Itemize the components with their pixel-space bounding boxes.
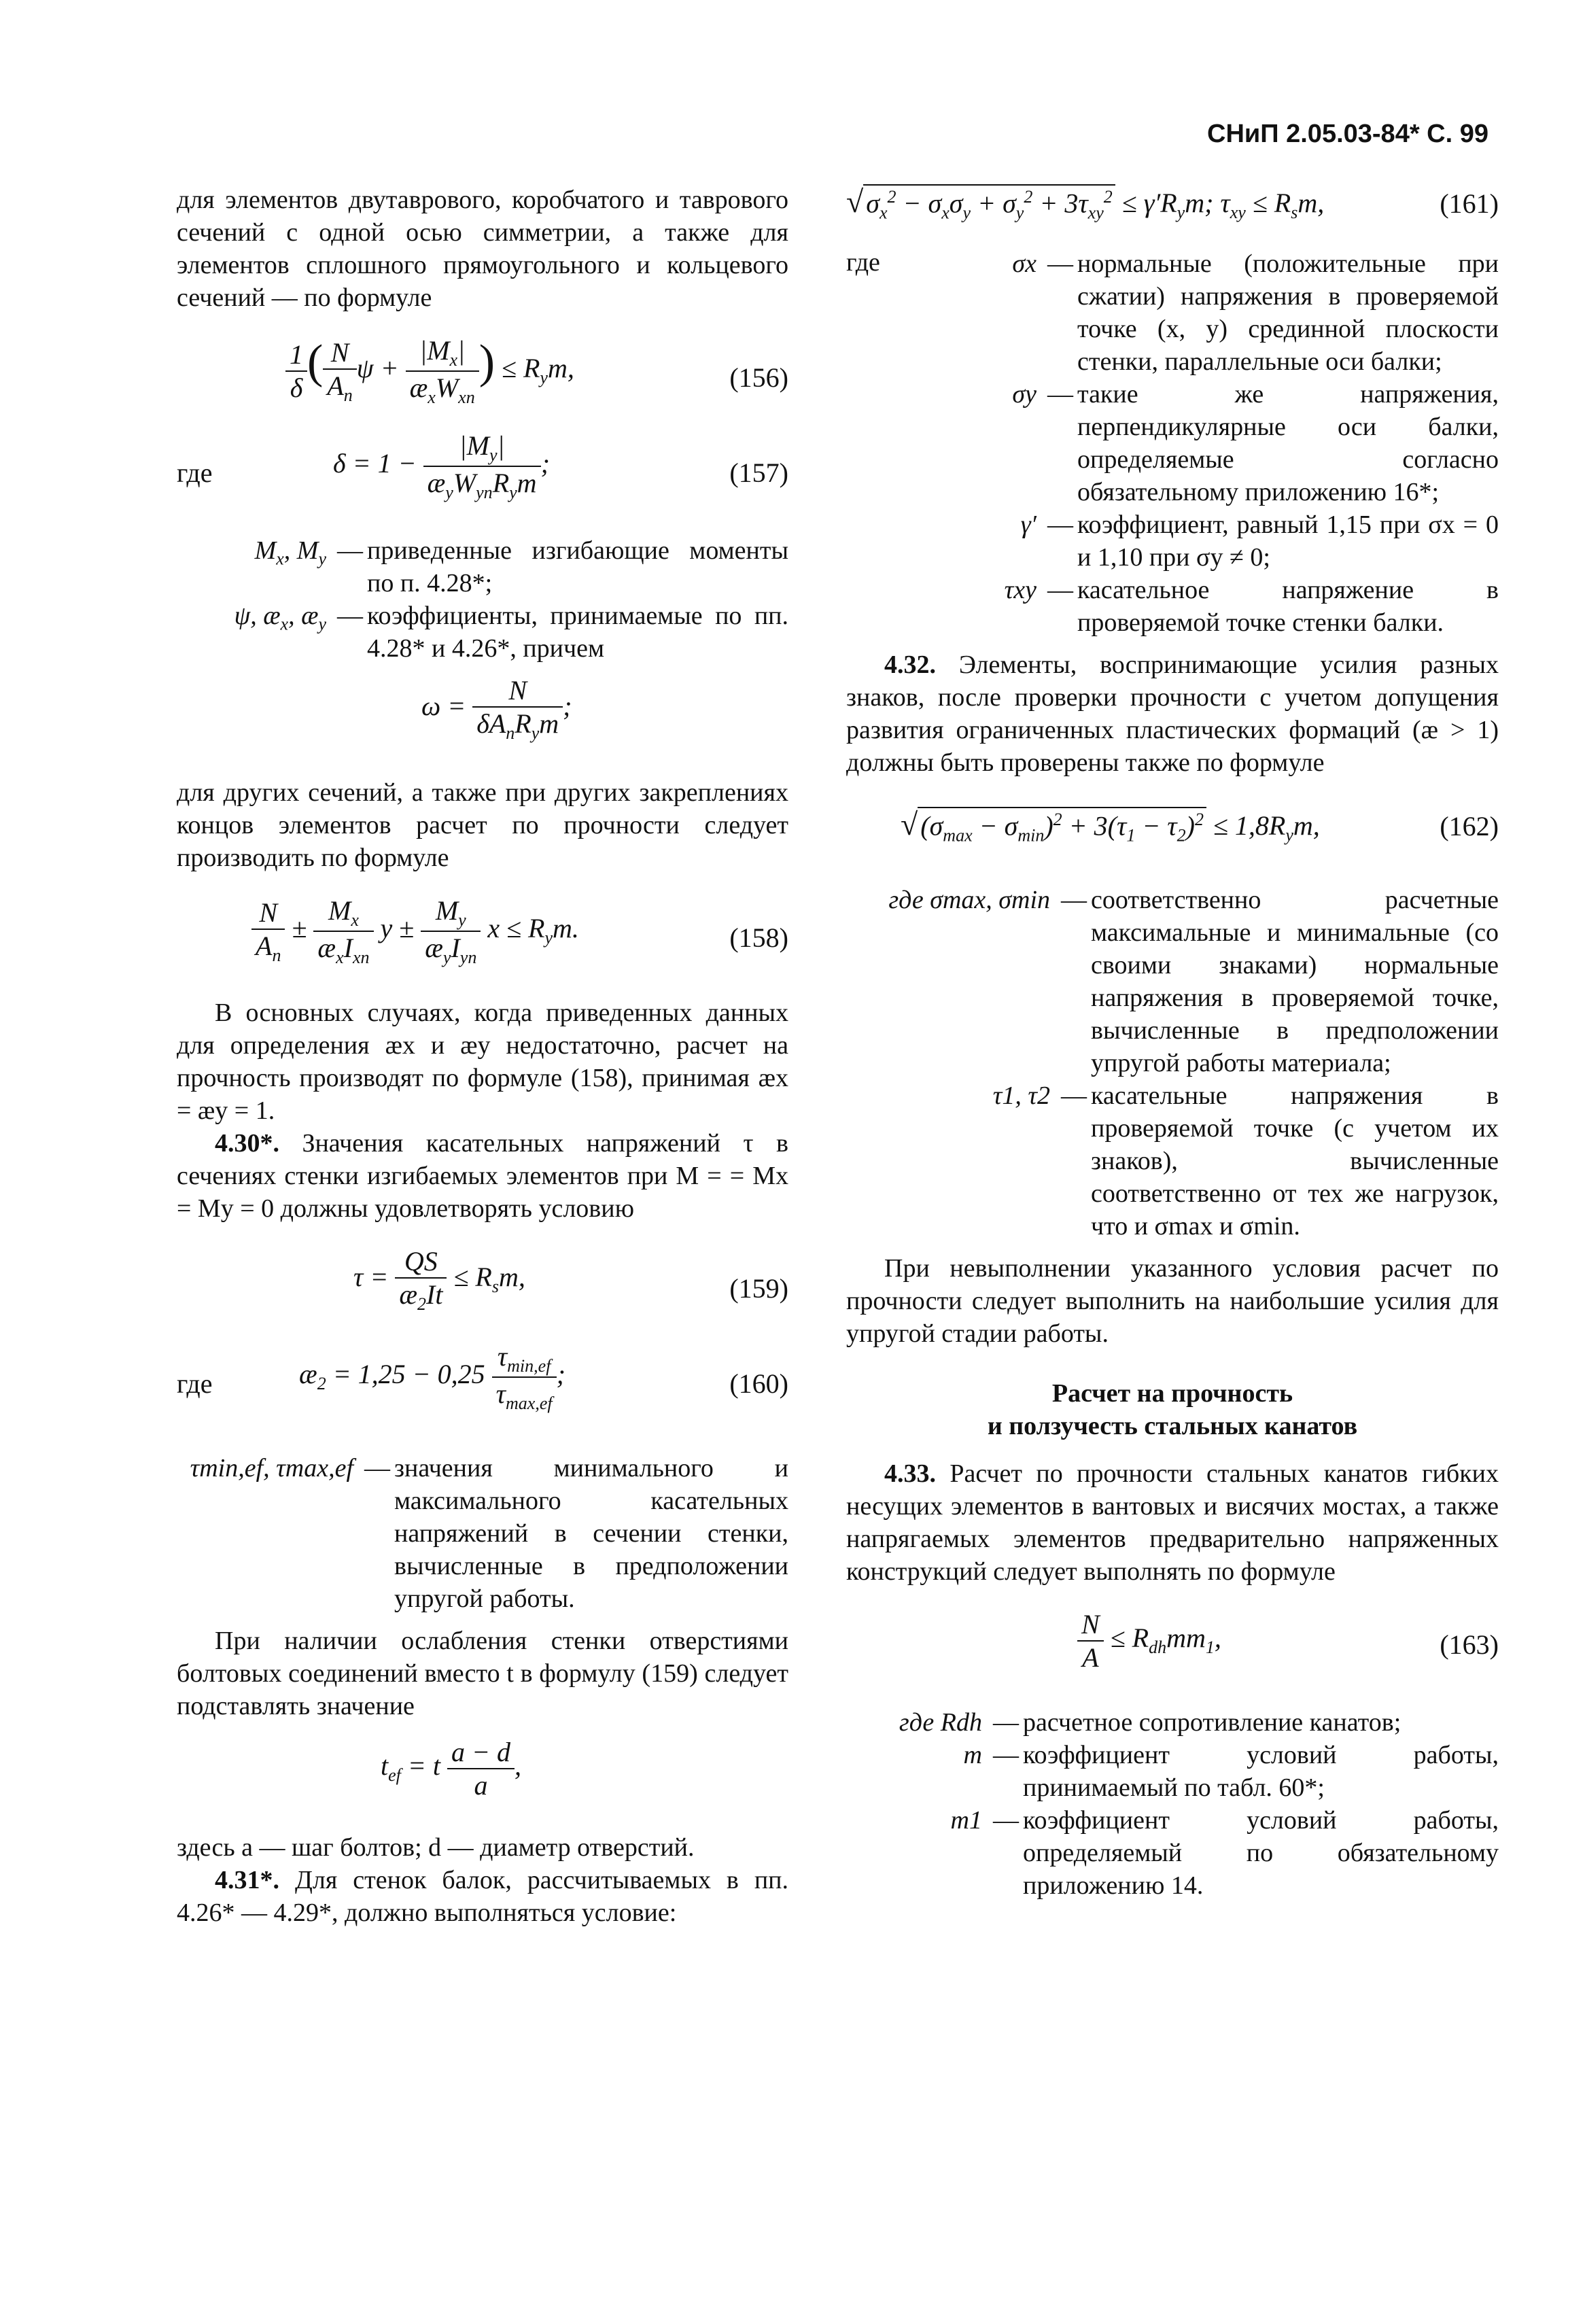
equation-number: (159): [729, 1273, 788, 1304]
paragraph: для элементов двутаврового, коробчатого и таврового сечений с одной осью симметрии, а также для элементов сплошного прямоугольного и кольцевого сечений — по формуле: [177, 186, 788, 312]
definition-item: τxy — касательное напряжение в проверяемой точке стенки балки.: [1004, 576, 1499, 637]
formula-omega: ω = $\frac{N}{\delta A_nR_ym}$ ;: [421, 675, 572, 743]
where-label: где: [177, 1368, 213, 1399]
paragraph-4-32: [846, 648, 1499, 779]
formula-tef: $t_{ef} = t$ $\frac{a - d}{a}$ ,: [381, 1737, 521, 1801]
where-label: где: [177, 457, 213, 488]
where-label: где: [846, 248, 880, 277]
paragraph-4-31: [177, 1864, 788, 1929]
running-header: СНиП 2.05.03-84* С. 99: [1207, 120, 1488, 148]
definition-item: τmin,ef, τmax,ef — значения минимального и максимального касательных напряжений в сечении стенки, вычисленные в предположении упругой работы.: [190, 1454, 788, 1613]
definition-item: ψ, $æ_x$, $æ_y$ — коэффициенты, принимаемые по пп. 4.28* и 4.26*, причем: [234, 602, 788, 663]
paragraph-4-33: [846, 1457, 1499, 1588]
definitions-list: [846, 247, 1499, 639]
formula-157: где δ = 1 − $\frac{|M_y|}{æ_yW_{yn}R_ym}$ ; (157): [177, 430, 788, 502]
definition-item: τ1, τ2 — касательные напряжения в проверяемой точке (с учетом их знаков), вычисленные соответственно от тех же нагрузок, что и σmax и σmin.: [992, 1081, 1499, 1241]
paragraph: При наличии ослабления стенки отверстиями болтовых соединений вместо t в формулу (159) следует подставлять значение: [177, 1627, 788, 1720]
definitions-list: [177, 1452, 788, 1615]
paragraph-4-30: [177, 1127, 788, 1225]
definition-item: γ′ — коэффициент, равный 1,15 при σx = 0 и 1,10 при σy ≠ 0;: [1020, 510, 1499, 572]
definition-item: m — коэффициент условий работы, принимаемый по табл. 60*;: [963, 1741, 1499, 1802]
right-column: [846, 184, 1499, 1911]
formula-158: $\frac{N}{A_n}$ ± $\frac{M_x}{æ_xI_{xn}}$ y ± $\frac{M_y}{æ_yI_{yn}}$ $x \le R_ym$. (158): [177, 888, 788, 990]
definitions-list: [177, 534, 788, 665]
paragraph-text: Для стенок балок, рассчитываемых в пп. 4.26* — 4.29*, должно выполняться условие:: [177, 1866, 789, 1927]
formula-156: $\frac{1}{\delta}$ ( $\frac{N}{A_n}$ ψ + $\frac{|M_x|}{æ_xW_{xn}}$ ) ≤ $R_ym$, (156): [177, 328, 788, 430]
formula-159: τ = $\frac{QS}{æ_2It}$ ≤ $R_sm$, (159): [353, 1246, 788, 1314]
paragraph-text: Значения касательных напряжений τ в сечениях стенки изгибаемых элементов при M = = Mx = My = 0 должны удовлетворять условию: [177, 1129, 788, 1223]
heading-line: Расчет на прочность: [1051, 1379, 1293, 1408]
clause-number: 4.32.: [884, 651, 936, 679]
clause-number: 4.31*.: [215, 1866, 279, 1894]
definition-item: m1 — коэффициент условий работы, определяемый по обязательному приложению 14.: [950, 1806, 1499, 1900]
heading-line: и ползучесть стальных канатов: [987, 1412, 1358, 1440]
formula-161: √ $\sigma_x^2 - \sigma_x\sigma_y + \sigma_y^2 + 3\tau_{xy}^2 \le \gamma'R_ym$; $\tau_{xy} \le R_sm$, (161): [846, 184, 1499, 222]
paragraph-text: Расчет по прочности стальных канатов гибких несущих элементов в вантовых и висячих мостах, а также напрягаемых элементов предварительно напряженных конструкций следует выполнять по формуле: [846, 1459, 1499, 1586]
definition-item: $M_x$, $M_y$ — приведенные изгибающие моменты по п. 4.28*;: [254, 536, 788, 597]
definitions-list: [846, 1706, 1499, 1902]
equation-number: (163): [1440, 1629, 1499, 1660]
equation-number: (161): [1440, 188, 1499, 219]
definition-item: где Rdh — расчетное сопротивление канатов;: [899, 1708, 1401, 1737]
paragraph: для других сечений, а также при других закреплениях концов элементов расчет по прочности следует производить по формуле: [177, 778, 788, 872]
definitions-list: [846, 884, 1499, 1243]
clause-number: 4.30*.: [215, 1129, 279, 1158]
paragraph: здесь a — шаг болтов; d — диаметр отверстий.: [177, 1833, 695, 1862]
equation-number: (156): [729, 362, 788, 393]
definition-item: где σmax, σmin — соответственно расчетные максимальные и минимальные (со своими знаками) нормальные напряжения в проверяемой точке, вычисленные в предположении упругой работы материала;: [888, 886, 1499, 1077]
formula-160: где $æ_2 = 1,25 - 0,25$ $\frac{\tau_{min,ef}}{\tau_{max,ef}}$ ; (160): [177, 1341, 788, 1413]
formula-162: √ $(\sigma_{max} - \sigma_{min})^2 + 3(\tau_1 - \tau_2)^2 \le 1,8R_ym$, (162): [901, 807, 1499, 845]
definition-item: σy — такие же напряжения, перпендикулярные оси балки, определяемые согласно обязательному приложению 16*;: [1012, 380, 1499, 506]
equation-number: (157): [729, 457, 788, 488]
left-column: [177, 184, 788, 1929]
equation-number: (158): [729, 922, 788, 953]
formula-163: $\frac{N}{A}$ ≤ $R_{dh}mm_1$, (163): [846, 1601, 1499, 1697]
paragraph: В основных случаях, когда приведенных данных для определения æx и æy недостаточно, расчет на прочность производят по формуле (158), принимая æx = æy = 1.: [177, 999, 788, 1125]
equation-number: (162): [1440, 811, 1499, 842]
definition-item: σx — нормальные (положительные при сжатии) напряжения в проверяемой точке (x, y) срединной плоскости стенки, параллельные оси балки;: [1012, 249, 1499, 376]
section-heading: [846, 1377, 1499, 1442]
equation-number: (160): [729, 1368, 788, 1399]
clause-number: 4.33.: [884, 1459, 936, 1488]
definitions-block: [846, 247, 1499, 639]
paragraph-text: Элементы, воспринимающие усилия разных знаков, после проверки прочности с учетом допущения развития ограниченных пластических формаций (æ > 1) должны быть проверены также по формуле: [846, 651, 1499, 777]
paragraph: При невыполнении указанного условия расчет по прочности следует выполнить на наибольшие усилия для упругой стадии работы.: [846, 1254, 1499, 1348]
